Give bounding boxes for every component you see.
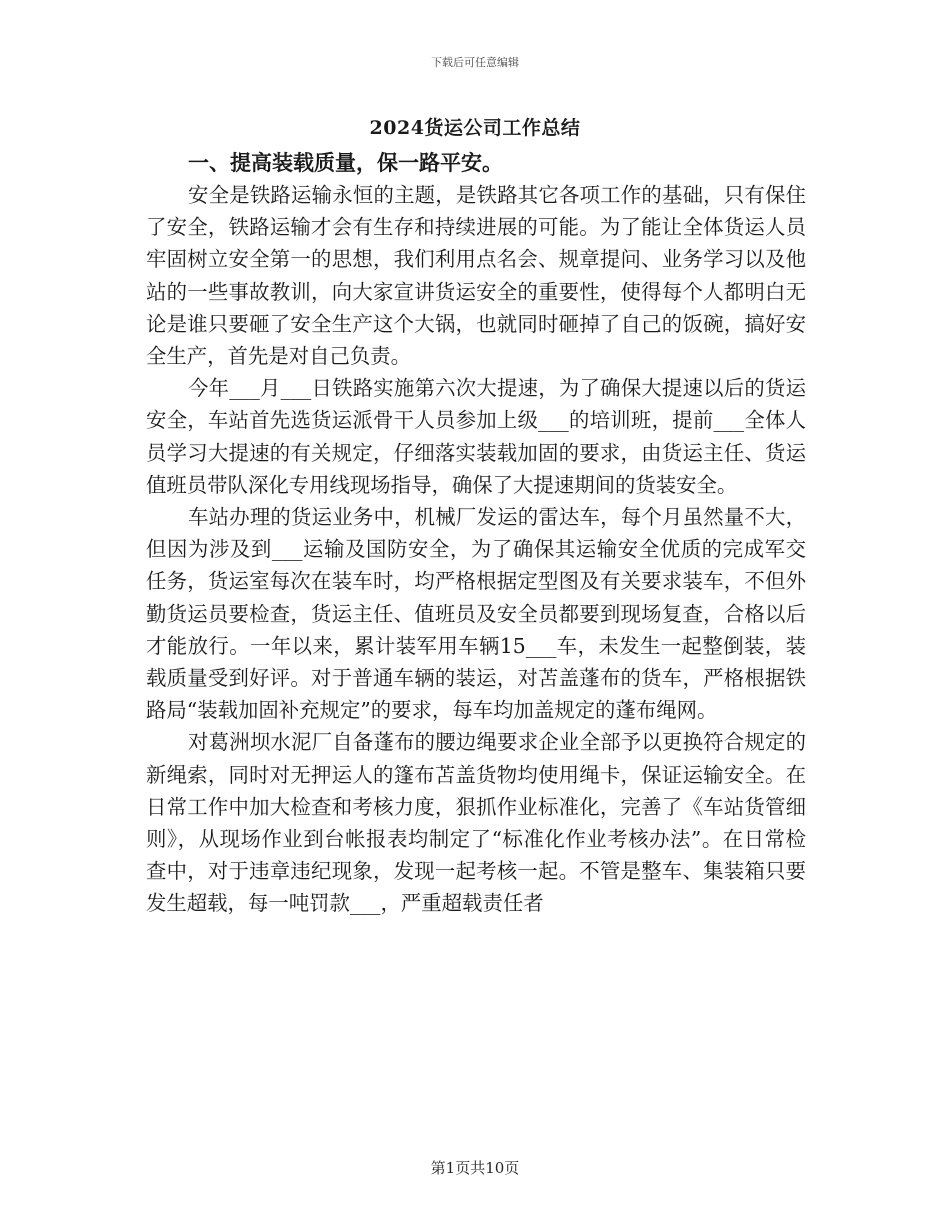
section-heading: 一、提高装载质量，保一路平安。 xyxy=(188,150,503,175)
paragraph-4: 对葛洲坝水泥厂自备蓬布的腰边绳要求企业全部予以更换符合规定的新绳索，同时对无押运人的篷布苫盖货物均使用绳卡，保证运输安全。在日常工作中加大检查和考核力度，狠抓作业标准化，完善了《车站货管细则》，从现场作业到台帐报表均制定了“标准化作业考核办法”。在日常检查中，对于违章违纪现象，发现一起考核一起。不管是整车、集装箱只要发生超载，每一吨罚款___，严重超载责任者 xyxy=(146,730,806,916)
paragraph-3: 车站办理的货运业务中，机械厂发运的雷达车，每个月虽然量不大，但因为涉及到___运输及国防安全，为了确保其运输安全优质的完成军交任务，货运室每次在装车时，均严格根据定型图及有关要求装车，不但外勤货运员要检查，货运主任、值班员及安全员都要到现场复查，合格以后才能放行。一年以来，累计装军用车辆15___车，未发生一起整倒装，装载质量受到好评。对于普通车辆的装运，对苫盖蓬布的货车，严格根据铁路局“装载加固补充规定”的要求，每车均加盖规定的蓬布绳网。 xyxy=(146,505,806,723)
paragraph-2: 今年___月___日铁路实施第六次大提速，为了确保大提速以后的货运安全，车站首先选货运派骨干人员参加上级___的培训班，提前___全体人员学习大提速的有关规定，仔细落实装载加固的要求，由货运主任、货运值班员带队深化专用线现场指导，确保了大提速期间的货装安全。 xyxy=(146,376,806,497)
document-body xyxy=(146,146,806,920)
header-note: 下载后可任意编辑 xyxy=(431,56,519,69)
paragraph-1: 安全是铁路运输永恒的主题，是铁路其它各项工作的基础，只有保住了安全，铁路运输才会有生存和持续进展的可能。为了能让全体货运人员牢固树立安全第一的思想，我们利用点名会、规章提问、业务学习以及他站的一些事故教训，向大家宣讲货运安全的重要性，使得每个人都明白无论是谁只要砸了安全生产这个大锅，也就同时砸掉了自己的饭碗，搞好安全生产，首先是对自己负责。 xyxy=(146,183,806,369)
document-title: 2024货运公司工作总结 xyxy=(369,117,581,139)
page-number-footer: 第1页共10页 xyxy=(430,1159,520,1177)
